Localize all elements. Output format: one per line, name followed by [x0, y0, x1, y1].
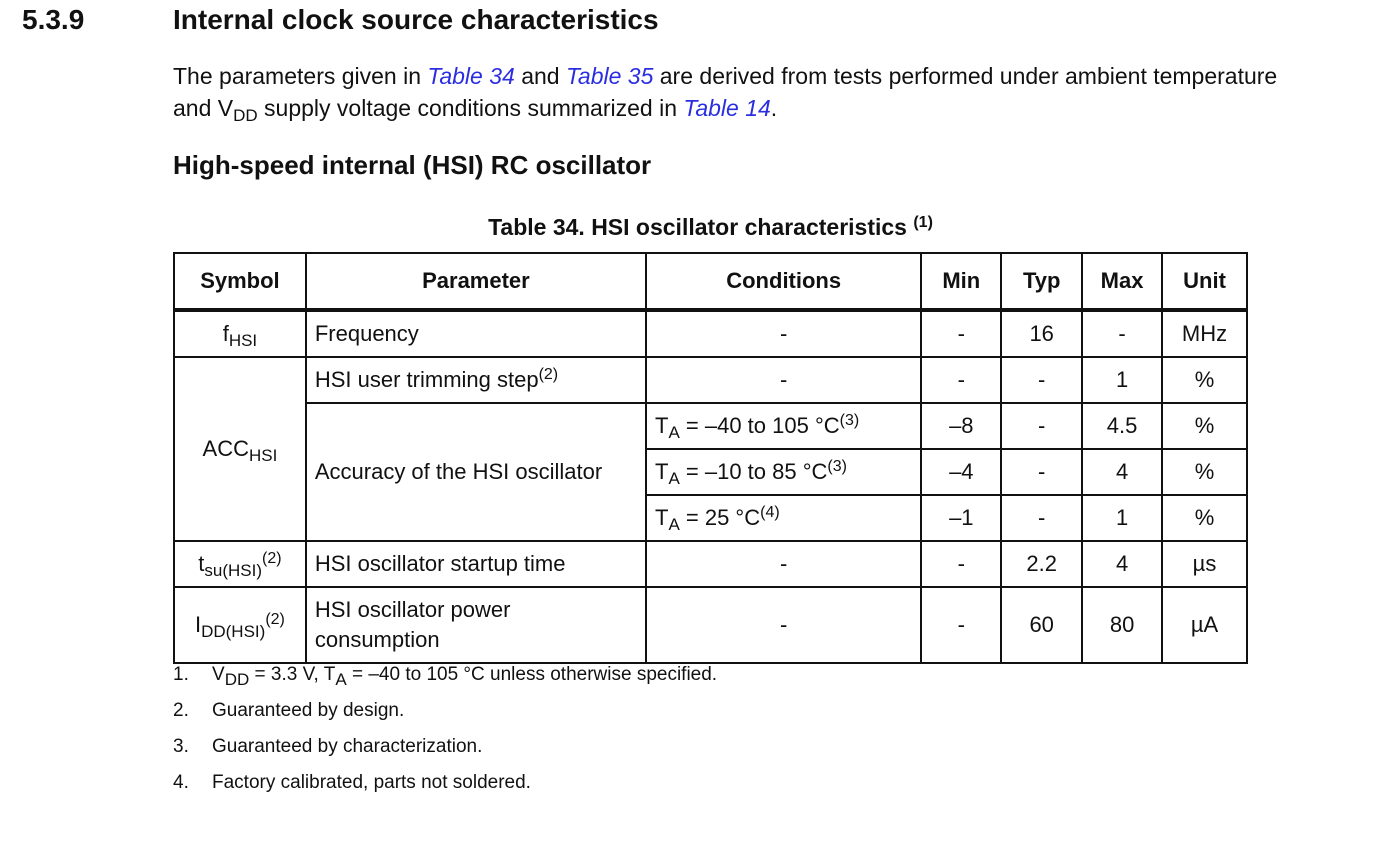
typ-cell: - [1001, 449, 1082, 495]
footnote-ref: (3) [839, 412, 860, 429]
unit-cell: µs [1162, 541, 1247, 587]
min-cell: - [921, 541, 1001, 587]
footnote-number: 1. [173, 664, 189, 685]
table-footnotes [173, 664, 717, 808]
parameter-text: HSI user trimming step [314, 367, 539, 392]
hsi-characteristics-table [173, 252, 1248, 664]
symbol-text: t [198, 551, 205, 576]
min-cell: - [921, 357, 1001, 403]
footnote-ref: (2) [538, 366, 559, 383]
unit-cell: % [1162, 357, 1247, 403]
footnote-text: Guaranteed by characterization. [212, 736, 483, 757]
footnote-ref: (2) [265, 611, 285, 628]
footnote-text-part: V [212, 664, 225, 685]
intro-text: supply voltage conditions summarized in [257, 95, 684, 121]
parameter-cell: Frequency [306, 310, 646, 357]
footnote-subscript: A [335, 670, 347, 689]
footnote-subscript: DD [224, 670, 250, 689]
footnote-ref: (2) [262, 550, 282, 567]
condition-text: = –10 to 85 °C [679, 459, 828, 484]
symbol-subscript: HSI [248, 446, 278, 465]
typ-cell: - [1001, 495, 1082, 541]
typ-cell: 16 [1001, 310, 1082, 357]
condition-text: = –40 to 105 °C [679, 413, 840, 438]
min-cell: - [921, 310, 1001, 357]
max-cell: 1 [1082, 357, 1162, 403]
symbol-text: I [194, 612, 202, 637]
table-caption-text: Table 34. HSI oscillator characteristics [488, 214, 914, 240]
max-cell: - [1082, 310, 1162, 357]
symbol-subscript: HSI [228, 331, 258, 350]
conditions-cell: - [646, 541, 921, 587]
footnote-text: Guaranteed by design. [212, 700, 405, 721]
max-cell: 1 [1082, 495, 1162, 541]
unit-cell: % [1162, 449, 1247, 495]
condition-text: T [654, 413, 669, 438]
typ-cell: 60 [1001, 587, 1082, 663]
parameter-cell [306, 357, 646, 403]
unit-cell: % [1162, 403, 1247, 449]
parameter-cell: HSI oscillator startup time [306, 541, 646, 587]
table-34-link[interactable]: Table 34 [427, 63, 515, 89]
symbol-subscript: su(HSI) [204, 561, 263, 580]
footnote [173, 700, 717, 736]
table-row [174, 541, 1247, 587]
column-header: Typ [1001, 253, 1082, 310]
footnote-number: 4. [173, 772, 189, 793]
condition-subscript: A [668, 423, 680, 442]
conditions-cell [646, 403, 921, 449]
min-cell: –8 [921, 403, 1001, 449]
typ-cell: - [1001, 357, 1082, 403]
intro-text: The parameters given in [173, 63, 428, 89]
conditions-cell: - [646, 587, 921, 663]
condition-text: T [654, 459, 669, 484]
symbol-subscript: DD(HSI) [201, 622, 266, 641]
parameter-cell: HSI oscillator power consumption [306, 587, 646, 663]
min-cell: –4 [921, 449, 1001, 495]
symbol-cell [174, 587, 306, 663]
footnote [173, 772, 717, 808]
footnote-text-part: = 3.3 V, T [249, 664, 336, 685]
footnote-text-part: = –40 to 105 °C unless otherwise specified. [346, 664, 718, 685]
table-header-row [174, 253, 1247, 310]
min-cell: –1 [921, 495, 1001, 541]
footnote-ref: (4) [760, 504, 780, 521]
conditions-cell: - [646, 357, 921, 403]
max-cell: 4 [1082, 449, 1162, 495]
section-number: 5.3.9 [22, 4, 85, 35]
footnote-number: 2. [173, 700, 189, 721]
footnote [173, 664, 717, 700]
footnote [173, 736, 717, 772]
footnote-ref: (3) [827, 458, 847, 475]
intro-text: . [770, 95, 778, 121]
column-header: Min [921, 253, 1001, 310]
symbol-cell [174, 310, 306, 357]
table-35-link[interactable]: Table 35 [565, 63, 654, 89]
symbol-text: ACC [202, 436, 249, 461]
subsection-heading: High-speed internal (HSI) RC oscillator [173, 150, 652, 180]
footnote-text [212, 664, 718, 689]
symbol-text: f [222, 321, 229, 346]
column-header: Conditions [646, 253, 921, 310]
column-header: Symbol [174, 253, 306, 310]
intro-text: are derived from tests performed under ambient temperature and V [173, 63, 1278, 121]
condition-subscript: A [668, 469, 680, 488]
intro-paragraph [173, 60, 1293, 124]
condition-text: = 25 °C [679, 505, 761, 530]
typ-cell: 2.2 [1001, 541, 1082, 587]
table-caption-note: (1) [913, 214, 933, 231]
max-cell: 80 [1082, 587, 1162, 663]
conditions-cell [646, 449, 921, 495]
unit-cell: % [1162, 495, 1247, 541]
table-row [174, 357, 1247, 403]
table-14-link[interactable]: Table 14 [683, 95, 771, 121]
column-header: Unit [1162, 253, 1247, 310]
unit-cell: µA [1162, 587, 1247, 663]
column-header: Parameter [306, 253, 646, 310]
section-title: Internal clock source characteristics [173, 4, 659, 35]
table-row [174, 587, 1247, 663]
table-row [174, 403, 1247, 449]
condition-subscript: A [668, 515, 680, 534]
table-caption [173, 214, 1248, 241]
unit-cell: MHz [1162, 310, 1247, 357]
conditions-cell: - [646, 310, 921, 357]
typ-cell: - [1001, 403, 1082, 449]
condition-text: T [654, 505, 669, 530]
max-cell: 4.5 [1082, 403, 1162, 449]
footnote-number: 3. [173, 736, 189, 757]
symbol-cell [174, 357, 306, 541]
footnote-text: Factory calibrated, parts not soldered. [212, 772, 531, 793]
symbol-cell [174, 541, 306, 587]
intro-text: and [514, 63, 566, 89]
max-cell: 4 [1082, 541, 1162, 587]
column-header: Max [1082, 253, 1162, 310]
vdd-subscript: DD [233, 106, 258, 125]
parameter-cell: Accuracy of the HSI oscillator [306, 403, 646, 541]
min-cell: - [921, 587, 1001, 663]
table-row [174, 310, 1247, 357]
conditions-cell [646, 495, 921, 541]
